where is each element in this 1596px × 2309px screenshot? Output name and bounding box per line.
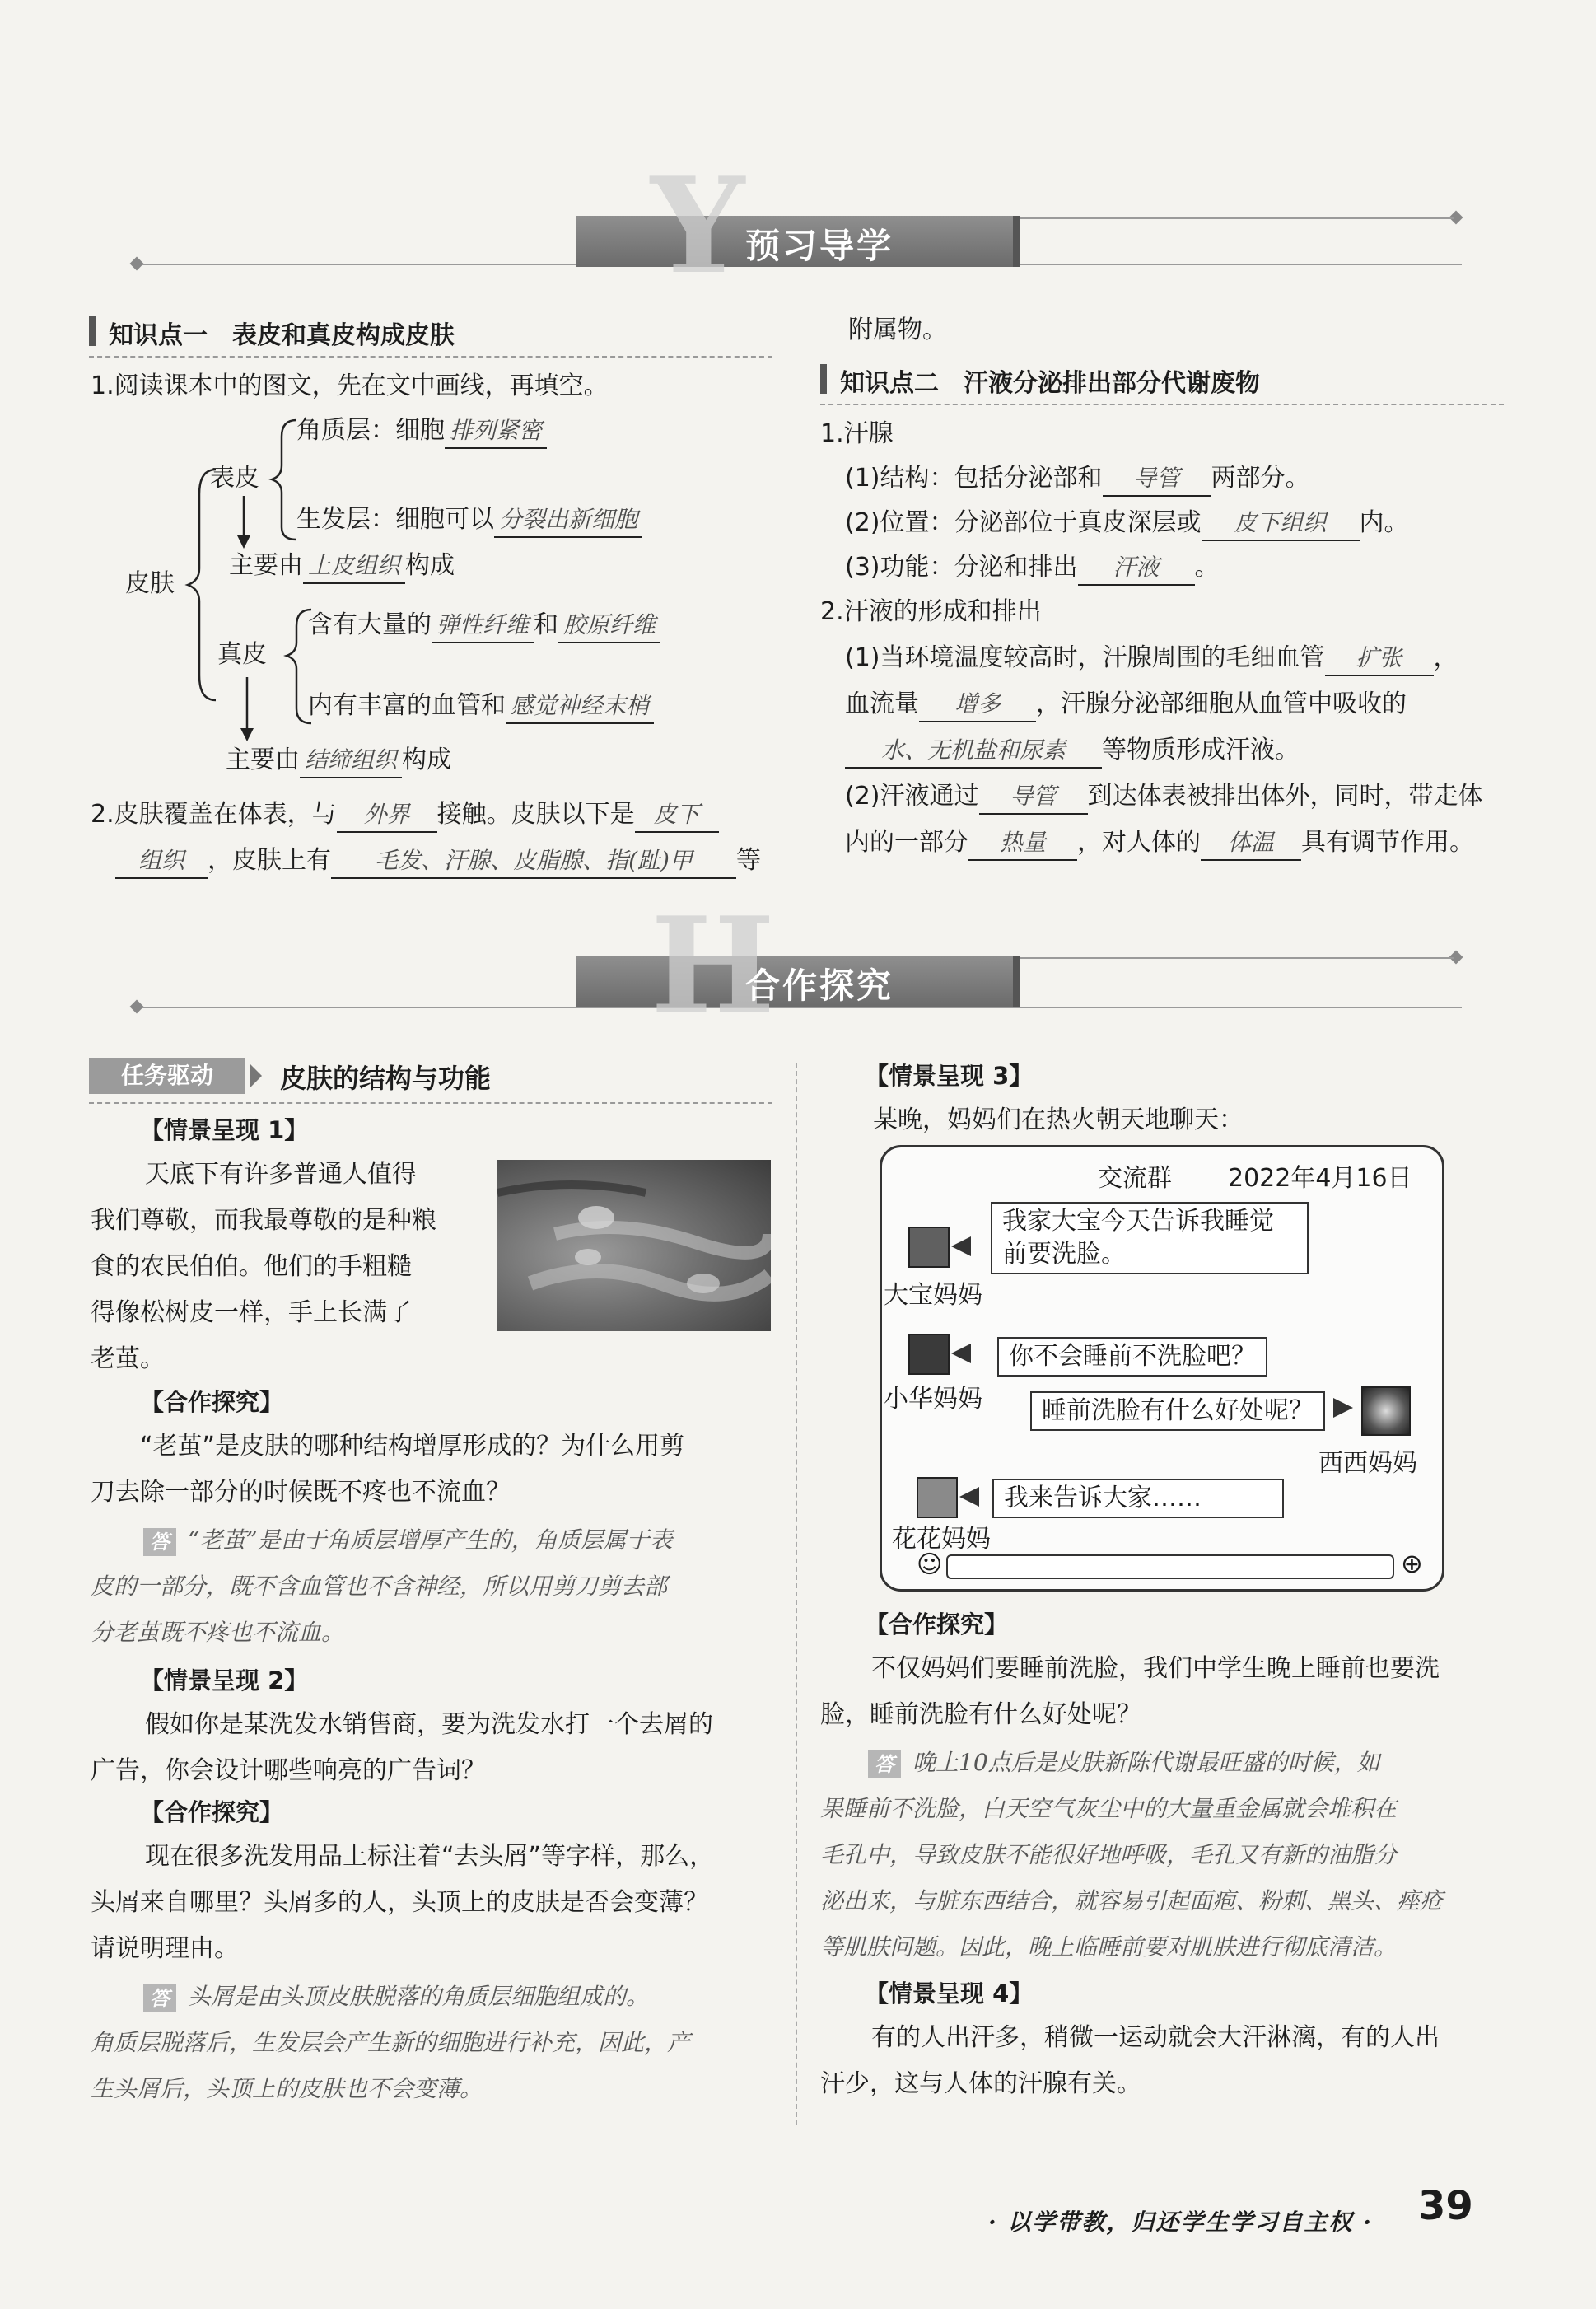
answer-blank: 皮下 <box>635 798 719 833</box>
answer-2 <box>91 1974 774 2112</box>
label: 到达体表被排出体外，同时，带走体 <box>1087 782 1483 811</box>
label: 内。 <box>1359 508 1409 537</box>
text-line: 现在很多洗发用品上标注着“去头屑”等字样，那么， <box>145 1842 715 1871</box>
label: (2)汗液通过 <box>845 782 979 811</box>
answer-blank: 胶原纤维 <box>558 609 660 643</box>
scene-2-text <box>91 1702 774 1794</box>
section-banner-letter: H <box>651 888 776 1043</box>
answer-blank: 热量 <box>968 826 1077 861</box>
label: 血流量 <box>845 689 919 718</box>
section-title-preview: 预习导学 <box>745 226 894 266</box>
bubble-pointer <box>959 1487 979 1507</box>
label: 构成 <box>405 551 455 580</box>
question-1 <box>91 1423 774 1516</box>
section-banner-letter: Y <box>651 148 745 303</box>
answer-blank: 排列紧密 <box>445 414 547 449</box>
answer-icon: 答 <box>143 1984 176 2012</box>
question-3 <box>820 1646 1504 1738</box>
label: 内的一部分 <box>845 828 968 857</box>
diagram-dermis: 真皮 <box>217 640 267 669</box>
label: 等 <box>736 846 761 875</box>
column-divider <box>796 1063 797 2125</box>
chat-message-4: 我来告诉大家…… <box>992 1479 1284 1518</box>
answer-blank: 毛发、汗腺、皮脂腺、指(趾)甲 <box>331 844 736 879</box>
label: 主要由 <box>229 551 303 580</box>
text-line: 老茧。 <box>91 1344 165 1373</box>
scene-1-label: 【情景呈现 1】 <box>140 1116 309 1144</box>
label: 接触。皮肤以下是 <box>436 800 635 829</box>
answer-blank: 感觉神经末梢 <box>506 689 654 724</box>
chat-input[interactable] <box>946 1554 1394 1579</box>
text-line: 角质层脱落后，生发层会产生新的细胞进行补充，因此，产 <box>91 2029 691 2056</box>
label: 两部分。 <box>1211 464 1310 493</box>
task-tag-arrow-icon <box>247 1058 267 1094</box>
answer-blank: 体温 <box>1201 826 1301 861</box>
question-2 <box>91 1834 774 1972</box>
chat-group-name: 交流群 <box>1098 1164 1172 1193</box>
label: (3)功能：分泌和排出 <box>845 553 1078 582</box>
diagram-skin: 皮肤 <box>125 569 175 598</box>
chat-user-name: 小华妈妈 <box>884 1385 982 1414</box>
kp2-para-line5 <box>845 820 1474 865</box>
label: ，汗腺分泌部细胞从血管中吸收的 <box>1036 689 1407 718</box>
answer-blank: 弹性纤维 <box>432 609 534 643</box>
answer-icon: 答 <box>143 1528 176 1556</box>
answer-blank: 增多 <box>919 688 1036 722</box>
page-number: 39 <box>1418 2183 1473 2229</box>
scene-3-intro: 某晚，妈妈们在热火朝天地聊天： <box>873 1105 1244 1134</box>
kp2-para-line2 <box>845 682 1407 727</box>
text-line: 得像松树皮一样，手上长满了 <box>91 1298 412 1327</box>
text-line: 食的农民伯伯。他们的手粗糙 <box>91 1252 412 1281</box>
kp1-question-2-line3: 附属物。 <box>848 316 947 344</box>
emoji-icon[interactable]: ☺ <box>917 1550 943 1579</box>
answer-blank: 外界 <box>337 798 437 833</box>
kp2-item-3 <box>845 545 1220 590</box>
chat-date: 2022年4月16日 <box>1228 1164 1412 1193</box>
calloused-hand-photo <box>497 1160 771 1331</box>
kp2-para-line4 <box>845 774 1483 819</box>
avatar <box>917 1477 958 1518</box>
text-line: 我们尊敬，而我最尊敬的是种粮 <box>91 1206 436 1235</box>
text-line: 天底下有许多普通人值得 <box>145 1160 417 1189</box>
dashed-divider <box>820 404 1504 405</box>
text-line: 广告，你会设计哪些响亮的广告词？ <box>91 1756 486 1785</box>
answer-blank: 皮下组织 <box>1202 507 1360 541</box>
text-line: 刀去除一部分的时候既不疼也不流血？ <box>91 1478 511 1507</box>
scene-4-text <box>820 2015 1504 2107</box>
answer-icon: 答 <box>868 1750 901 1778</box>
kp2-heading-1: 1.汗腺 <box>820 419 894 448</box>
text-line: 不仅妈妈们要睡前洗脸，我们中学生晚上睡前也要洗 <box>871 1654 1440 1683</box>
explore-label-1: 【合作探究】 <box>140 1388 284 1416</box>
kp2-para-line1 <box>845 636 1458 680</box>
label: (2)位置：分泌部位于真皮深层或 <box>845 508 1202 537</box>
answer-3 <box>820 1740 1504 1970</box>
scene-3-label: 【情景呈现 3】 <box>865 1062 1034 1090</box>
section-title-explore: 合作探究 <box>745 965 894 1006</box>
chat-window <box>880 1145 1444 1592</box>
label: 构成 <box>402 746 452 774</box>
label: 具有调节作用。 <box>1301 828 1474 857</box>
diagram-dermis-main <box>226 738 451 783</box>
bubble-pointer <box>951 1344 971 1363</box>
answer-blank: 扩张 <box>1325 642 1434 676</box>
text-line: “老茧”是由于角质层增厚产生的，角质层属于表 <box>188 1526 673 1554</box>
text-line: 请说明理由。 <box>91 1934 239 1963</box>
label: 内有丰富的血管和 <box>308 691 506 720</box>
chat-user-name: 花花妈妈 <box>892 1525 991 1554</box>
answer-blank: 导管 <box>979 780 1088 815</box>
label: 角质层：细胞 <box>296 416 445 445</box>
text-line: 有的人出汗多，稍微一运动就会大汗淋漓，有的人出 <box>871 2023 1440 2052</box>
task-title: 皮肤的结构与功能 <box>280 1063 492 1094</box>
kp1-question-2-line2 <box>115 839 761 883</box>
text-line: 分老茧既不疼也不流血。 <box>91 1619 345 1646</box>
dashed-divider <box>89 1102 772 1104</box>
scene-2-label: 【情景呈现 2】 <box>140 1666 309 1694</box>
text-line: 我家大宝今天告诉我睡觉 <box>1002 1207 1274 1236</box>
label: 。 <box>1194 553 1220 582</box>
bubble-pointer <box>951 1236 971 1256</box>
chat-message-1 <box>991 1202 1309 1274</box>
label: (1)结构：包括分泌部和 <box>845 464 1103 493</box>
label: 和 <box>534 610 559 639</box>
text-line: 晚上10点后是皮肤新陈代谢最旺盛的时候，如 <box>912 1749 1380 1776</box>
task-tag: 任务驱动 <box>89 1058 245 1094</box>
answer-blank: 上皮组织 <box>303 549 405 584</box>
avatar <box>908 1334 950 1375</box>
answer-blank: 分裂出新细胞 <box>494 503 642 538</box>
kp2-title: 知识点二 汗液分泌排出部分代谢废物 <box>840 369 1260 398</box>
kp2-item-1 <box>845 456 1310 501</box>
kp2-para-line3 <box>845 728 1300 773</box>
kp-marker <box>820 364 827 394</box>
label: 生发层：细胞可以 <box>296 505 494 534</box>
text-line: 毛孔中，导致皮肤不能很好地呼吸，毛孔又有新的油脂分 <box>820 1841 1398 1868</box>
kp1-question-2-line1 <box>91 792 719 837</box>
diagram-dermis-vessels <box>308 684 654 728</box>
kp2-item-2 <box>845 501 1409 545</box>
chat-user-name: 大宝妈妈 <box>884 1281 982 1310</box>
kp1-title: 知识点一 表皮和真皮构成皮肤 <box>109 321 455 350</box>
chat-user-name: 西西妈妈 <box>1318 1449 1417 1478</box>
label: ， <box>1433 643 1458 672</box>
text-line: 脸，睡前洗脸有什么好处呢？ <box>820 1700 1141 1729</box>
answer-blank: 导管 <box>1103 462 1211 497</box>
text-line: 头屑来自哪里？头屑多的人，头顶上的皮肤是否会变薄？ <box>91 1888 708 1917</box>
answer-blank: 汗液 <box>1078 551 1195 586</box>
label: 主要由 <box>226 746 300 774</box>
bubble-pointer <box>1333 1398 1353 1418</box>
text-line: 前要洗脸。 <box>1002 1240 1126 1269</box>
diagram-epidermis: 表皮 <box>210 464 259 493</box>
explore-label-2: 【合作探究】 <box>140 1798 284 1826</box>
scene-4-label: 【情景呈现 4】 <box>865 1979 1034 2008</box>
label: ，皮肤上有 <box>208 846 331 875</box>
text-line: 果睡前不洗脸，白天空气灰尘中的大量重金属就会堆积在 <box>820 1795 1398 1822</box>
label: ，对人体的 <box>1077 828 1201 857</box>
avatar <box>1361 1386 1411 1436</box>
label: (1)当环境温度较高时，汗腺周围的毛细血管 <box>845 643 1325 672</box>
answer-blank: 组织 <box>115 844 208 879</box>
text-line: 等肌肤问题。因此，晚上临睡前要对肌肤进行彻底清洁。 <box>820 1933 1398 1961</box>
diagram-dermis-fibers <box>308 603 660 647</box>
text-line: 汗少，这与人体的汗腺有关。 <box>820 2069 1141 2098</box>
text-line: 假如你是某洗发水销售商，要为洗发水打一个去屑的 <box>145 1710 713 1739</box>
kp2-heading-2: 2.汗液的形成和排出 <box>820 597 1042 626</box>
answer-blank: 结缔组织 <box>300 744 402 778</box>
hand-photo-illustration <box>497 1160 771 1331</box>
kp1-question-1: 1.阅读课本中的图文，先在文中画线，再填空。 <box>91 372 609 400</box>
text-line: 皮的一部分，既不含血管也不含神经，所以用剪刀剪去部 <box>91 1573 668 1600</box>
section-divider <box>1013 957 1454 959</box>
footer-slogan: · 以学带教，归还学生学习自主权 · <box>988 2209 1373 2236</box>
diagram-stratum-basale <box>296 498 642 542</box>
text-line: 生头屑后，头顶上的皮肤也不会变薄。 <box>91 2075 483 2102</box>
chat-message-3: 睡前洗脸有什么好处呢？ <box>1030 1391 1325 1431</box>
text-line: 头屑是由头顶皮肤脱落的角质层细胞组成的。 <box>188 1983 650 2010</box>
chat-message-2: 你不会睡前不洗脸吧？ <box>997 1337 1267 1377</box>
text-line: “老茧”是皮肤的哪种结构增厚形成的？为什么用剪 <box>140 1432 685 1461</box>
scene-1-text <box>91 1152 486 1382</box>
text-line: 泌出来，与脏东西结合，就容易引起面疱、粉刺、黑头、痤疮 <box>820 1887 1444 1914</box>
avatar <box>908 1227 950 1268</box>
label: 2.皮肤覆盖在体表，与 <box>91 800 337 829</box>
label: 含有大量的 <box>308 610 432 639</box>
diagram-stratum-corneum <box>296 409 547 453</box>
explore-label-3: 【合作探究】 <box>865 1610 1009 1638</box>
answer-blank: 水、无机盐和尿素 <box>845 734 1102 769</box>
answer-1 <box>91 1517 774 1656</box>
plus-icon[interactable]: ⊕ <box>1401 1548 1423 1579</box>
label: 等物质形成汗液。 <box>1102 736 1300 764</box>
diagram-epidermis-main <box>229 544 455 588</box>
